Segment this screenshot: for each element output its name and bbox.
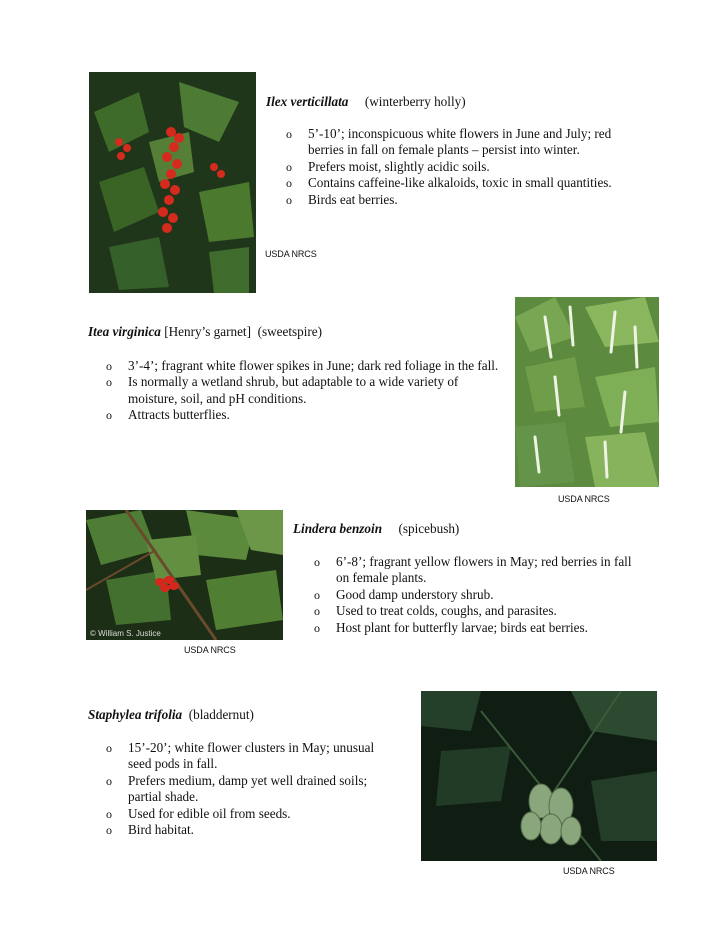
list-item: o Is normally a wetland shrub, but adaptable to a wide variety of moisture, soil, and pH conditions. [106,374,510,407]
lindera-photo-credit: USDA NRCS [184,645,236,655]
list-item: o 3’-4’; fragrant white flower spikes in June; dark red foliage in the fall. [106,358,510,374]
sweetspire-photo [515,297,659,487]
list-item: o Good damp understory shrub. [314,587,644,603]
itea-photo-credit: USDA NRCS [558,494,610,504]
list-item: o Prefers medium, damp yet well drained soils; partial shade. [106,773,396,806]
bladdernut-photo [421,691,657,861]
itea-title: Itea virginica [Henry’s garnet] (sweetspire) [88,324,323,339]
lindera-title: Lindera benzoin (spicebush) [293,521,460,536]
list-item: o Prefers moist, slightly acidic soils. [286,159,646,175]
list-item: o Used to treat colds, coughs, and parasites. [314,603,644,619]
lindera-bullet-list [314,554,644,636]
list-item: o Attracts butterflies. [106,407,510,423]
list-item: o Host plant for butterfly larvae; birds eat berries. [314,620,644,636]
list-item: o Bird habitat. [106,822,396,838]
photo-watermark: © William S. Justice [90,629,161,638]
list-item: o Birds eat berries. [286,192,646,208]
list-item: o 15’-20’; white flower clusters in May; unusual seed pods in fall. [106,740,396,773]
staphylea-photo-credit: USDA NRCS [563,866,615,876]
list-item: o Contains caffeine-like alkaloids, toxic in small quantities. [286,175,646,191]
staphylea-bullet-list [106,740,396,838]
list-item: o Used for edible oil from seeds. [106,806,396,822]
spicebush-photo [86,510,283,640]
ilex-photo-credit: USDA NRCS [265,249,317,259]
ilex-title: Ilex verticillata (winterberry holly) [266,94,466,109]
winterberry-holly-photo [89,72,256,293]
list-item: o 6’-8’; fragrant yellow flowers in May; red berries in fall on female plants. [314,554,644,587]
staphylea-title: Staphylea trifolia (bladdernut) [88,707,254,722]
list-item: o 5’-10’; inconspicuous white flowers in June and July; red berries in fall on female plants – persist into winter. [286,126,646,159]
itea-bullet-list [106,358,510,424]
ilex-bullet-list [286,126,646,208]
